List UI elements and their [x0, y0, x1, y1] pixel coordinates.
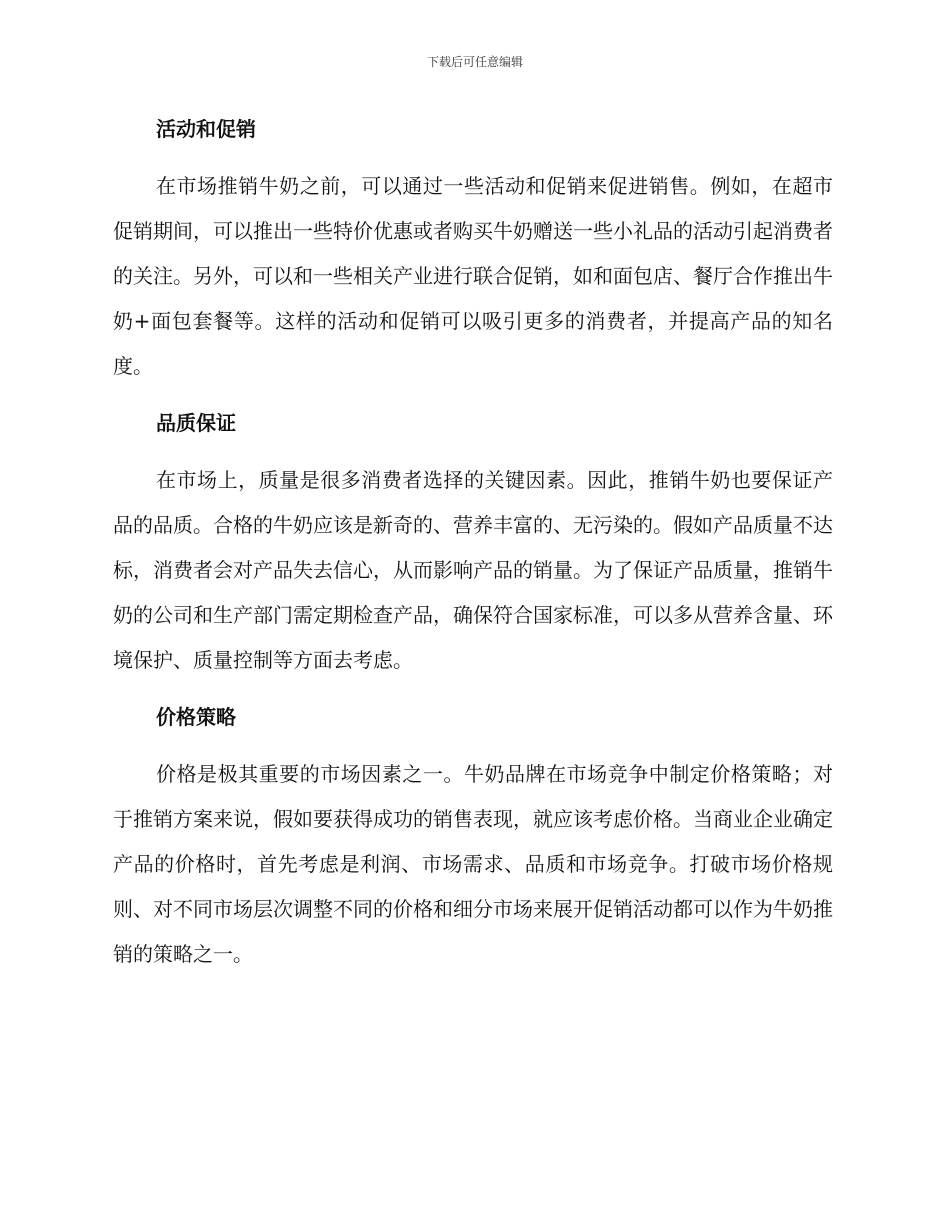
- document-body: [113, 107, 833, 989]
- section-paragraph-pricing: 价格是极其重要的市场因素之一。牛奶品牌在市场竞争中制定价格策略；对于推销方案来说，假如要获得成功的销售表现，就应该考虑价格。当商业企业确定产品的价格时，首先考虑是利润、市场需求、品质和市场竞争。打破市场价格规则、对不同市场层次调整不同的价格和细分市场来展开促销活动都可以作为牛奶推销的策略之一。: [113, 762, 833, 966]
- section-title-quality: 品质保证: [156, 411, 236, 435]
- section-paragraph-promotions: 在市场推销牛奶之前，可以通过一些活动和促销来促进销售。例如，在超市促销期间，可以推出一些特价优惠或者购买牛奶赠送一些小礼品的活动引起消费者的关注。另外，可以和一些相关产业进行联合促销，如和面包店、餐厅合作推出牛奶+面包套餐等。这样的活动和促销可以吸引更多的消费者，并提高产品的知名度。: [113, 174, 833, 378]
- page-header: 下载后可任意编辑: [426, 55, 523, 69]
- section-paragraph-quality: 在市场上，质量是很多消费者选择的关键因素。因此，推销牛奶也要保证产品的品质。合格的牛奶应该是新奇的、营养丰富的、无污染的。假如产品质量不达标，消费者会对产品失去信心，从而影响产品的销量。为了保证产品质量，推销牛奶的公司和生产部门需定期检查产品，确保符合国家标准，可以多从营养含量、环境保护、质量控制等方面去考虑。: [113, 468, 833, 672]
- section-title-promotions: 活动和促销: [156, 117, 256, 141]
- section-title-pricing: 价格策略: [156, 705, 236, 729]
